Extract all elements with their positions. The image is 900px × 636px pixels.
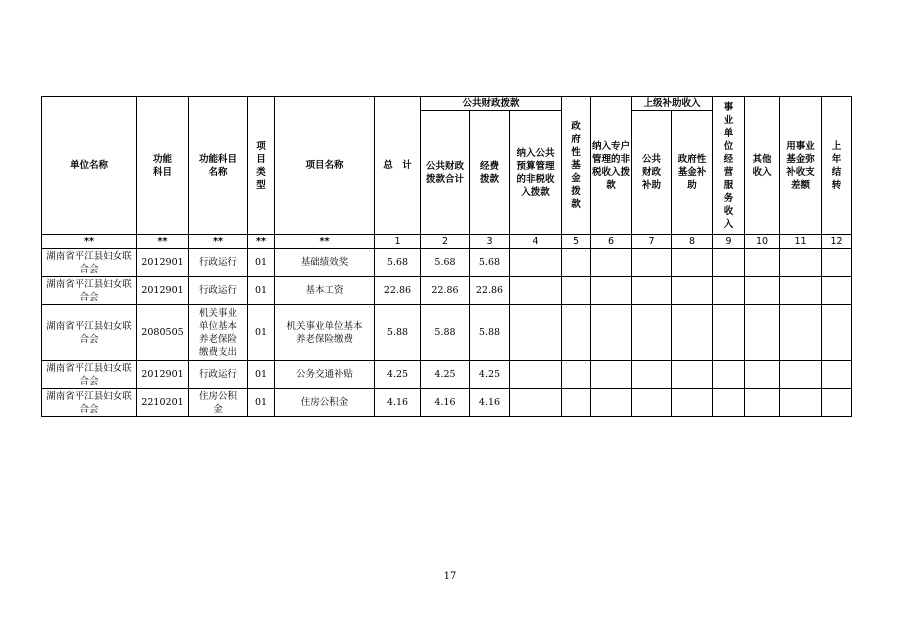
header-project-type-text: 项目类型 [256, 140, 266, 191]
index-cell: 9 [713, 235, 745, 249]
cell-subject: 行政运行 [189, 361, 248, 389]
cell-funding: 4.16 [470, 389, 510, 417]
cell-empty [672, 277, 713, 305]
cell-funding: 5.68 [470, 249, 510, 277]
header-non-tax-public [510, 111, 562, 235]
header-non-tax-special [591, 97, 632, 235]
header-upper-public [632, 111, 672, 235]
cell-code: 2210201 [137, 389, 189, 417]
cell-empty [632, 249, 672, 277]
cell-subtotal: 4.25 [421, 361, 470, 389]
cell-subtotal: 22.86 [421, 277, 470, 305]
header-project-type [248, 97, 275, 235]
cell-empty [713, 249, 745, 277]
header-upper-gov-fund-text: 政府性基金补助 [677, 154, 707, 191]
cell-empty [562, 389, 591, 417]
cell-empty [510, 249, 562, 277]
cell-empty [510, 389, 562, 417]
cell-project: 住房公积金 [275, 389, 375, 417]
header-public-finance-subtotal-text: 公共财政拨款合计 [426, 160, 465, 185]
cell-total: 5.68 [375, 249, 421, 277]
cell-total: 4.16 [375, 389, 421, 417]
cell-subject [189, 389, 248, 417]
cell-project: 基础绩效奖 [275, 249, 375, 277]
cell-empty [632, 389, 672, 417]
cell-empty [510, 305, 562, 361]
cell-empty [632, 277, 672, 305]
cell-empty [632, 305, 672, 361]
cell-project-text: 机关事业单位基本养老保险缴费 [286, 320, 363, 345]
cell-unit: 湖南省平江县妇女联合会 [42, 361, 137, 389]
cell-type: 01 [248, 305, 275, 361]
cell-unit: 湖南省平江县妇女联合会 [42, 389, 137, 417]
cell-empty [562, 361, 591, 389]
cell-empty [745, 277, 780, 305]
cell-empty [510, 277, 562, 305]
cell-empty [562, 305, 591, 361]
cell-empty [822, 389, 852, 417]
header-upper-public-text: 公共财政补助 [642, 154, 662, 191]
cell-code: 2012901 [137, 249, 189, 277]
cell-funding: 5.88 [470, 305, 510, 361]
header-gov-fund [562, 97, 591, 235]
header-func-subject [137, 97, 189, 235]
index-cell: 12 [822, 235, 852, 249]
table-row [42, 305, 852, 361]
index-cell: 10 [745, 235, 780, 249]
index-cell: ** [137, 235, 189, 249]
cell-project: 基本工资 [275, 277, 375, 305]
cell-subject-text: 住房公积金 [199, 390, 238, 415]
index-cell: ** [275, 235, 375, 249]
cell-empty [672, 389, 713, 417]
header-biz-fund-text: 用事业基金弥补收支差额 [786, 140, 815, 191]
cell-funding: 4.25 [470, 361, 510, 389]
header-other-income [745, 97, 780, 235]
cell-empty [713, 361, 745, 389]
index-row [42, 235, 852, 249]
cell-empty [591, 305, 632, 361]
header-func-subject-name-text: 功能科目名称 [199, 153, 238, 178]
cell-code: 2012901 [137, 277, 189, 305]
header-upper-gov-fund [672, 111, 713, 235]
page-number: 17 [443, 571, 457, 582]
cell-empty [780, 361, 822, 389]
cell-empty [745, 305, 780, 361]
header-func-subject-text: 功能科目 [153, 153, 173, 178]
cell-subtotal: 5.88 [421, 305, 470, 361]
header-funding [470, 111, 510, 235]
cell-unit: 湖南省平江县妇女联合会 [42, 277, 137, 305]
header-non-tax-public-text: 纳入公共预算管理的非税收入拨款 [516, 147, 555, 198]
cell-empty [780, 277, 822, 305]
cell-empty [591, 249, 632, 277]
header-public-finance-subtotal [421, 111, 470, 235]
header-biz-income-text: 事业单位经营服务收入 [723, 101, 734, 230]
header-public-finance: 公共财政拨款 [421, 97, 562, 111]
cell-subject-text: 机关事业单位基本养老保险缴费支出 [199, 307, 238, 358]
cell-empty [822, 249, 852, 277]
cell-empty [510, 361, 562, 389]
cell-empty [591, 361, 632, 389]
cell-code: 2012901 [137, 361, 189, 389]
cell-empty [780, 305, 822, 361]
cell-empty [822, 305, 852, 361]
index-cell: 4 [510, 235, 562, 249]
cell-empty [672, 361, 713, 389]
cell-empty [780, 389, 822, 417]
cell-empty [713, 305, 745, 361]
header-upper-subsidy: 上级补助收入 [632, 97, 713, 111]
index-cell: ** [248, 235, 275, 249]
cell-empty [822, 361, 852, 389]
cell-total: 5.88 [375, 305, 421, 361]
header-total: 总 计 [375, 97, 421, 235]
cell-total: 4.25 [375, 361, 421, 389]
index-cell: 2 [421, 235, 470, 249]
cell-subject: 行政运行 [189, 277, 248, 305]
cell-unit: 湖南省平江县妇女联合会 [42, 305, 137, 361]
cell-empty [591, 277, 632, 305]
cell-empty [672, 305, 713, 361]
header-project-name: 项目名称 [275, 97, 375, 235]
cell-subject [189, 305, 248, 361]
table-row [42, 277, 852, 305]
index-cell: 6 [591, 235, 632, 249]
header-biz-fund [780, 97, 822, 235]
cell-empty [745, 389, 780, 417]
index-cell: 8 [672, 235, 713, 249]
cell-type: 01 [248, 361, 275, 389]
cell-funding: 22.86 [470, 277, 510, 305]
cell-subject: 行政运行 [189, 249, 248, 277]
cell-empty [591, 389, 632, 417]
table-row [42, 361, 852, 389]
cell-total: 22.86 [375, 277, 421, 305]
cell-code: 2080505 [137, 305, 189, 361]
cell-empty [745, 361, 780, 389]
cell-type: 01 [248, 249, 275, 277]
cell-project [275, 305, 375, 361]
cell-unit: 湖南省平江县妇女联合会 [42, 249, 137, 277]
cell-empty [562, 277, 591, 305]
header-carryover [822, 97, 852, 235]
cell-empty [780, 249, 822, 277]
index-cell: 7 [632, 235, 672, 249]
header-gov-fund-text: 政府性基金拨款 [571, 121, 581, 210]
header-non-tax-special-text: 纳入专户管理的非税收入拨款 [592, 140, 631, 191]
header-other-income-text: 其他收入 [752, 153, 772, 178]
cell-type: 01 [248, 277, 275, 305]
index-cell: 5 [562, 235, 591, 249]
index-cell: 1 [375, 235, 421, 249]
index-cell: ** [189, 235, 248, 249]
cell-empty [632, 361, 672, 389]
header-carryover-text: 上年结转 [831, 140, 842, 191]
cell-type: 01 [248, 389, 275, 417]
header-unit-name: 单位名称 [42, 97, 137, 235]
index-cell: 11 [780, 235, 822, 249]
cell-empty [562, 249, 591, 277]
header-funding-text: 经费拨款 [480, 160, 500, 185]
table-row [42, 389, 852, 417]
cell-empty [672, 249, 713, 277]
header-biz-income [713, 97, 745, 235]
cell-empty [822, 277, 852, 305]
index-cell: ** [42, 235, 137, 249]
cell-subtotal: 5.68 [421, 249, 470, 277]
index-cell: 3 [470, 235, 510, 249]
cell-empty [713, 277, 745, 305]
budget-table [41, 96, 852, 417]
cell-empty [713, 389, 745, 417]
table-row [42, 249, 852, 277]
header-func-subject-name [189, 97, 248, 235]
cell-empty [745, 249, 780, 277]
cell-subtotal: 4.16 [421, 389, 470, 417]
cell-project: 公务交通补贴 [275, 361, 375, 389]
